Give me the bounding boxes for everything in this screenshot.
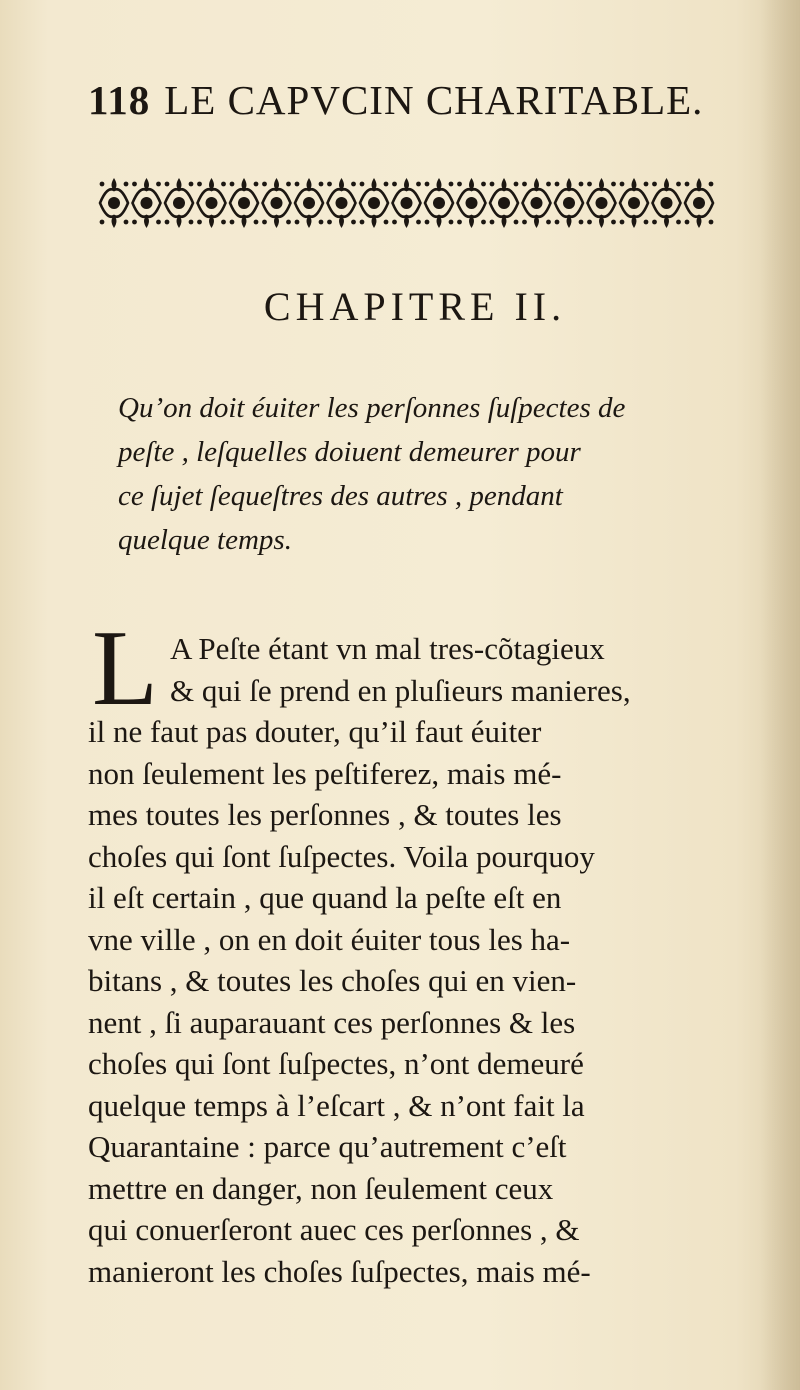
ornament-motif-icon (555, 178, 584, 228)
body-line: non ſeulement les peſtiferez, mais mé- (88, 755, 562, 791)
body-line: A Peſte étant vn mal tres-cõtagieux (170, 631, 605, 666)
running-header (88, 76, 728, 132)
ornament-motif-icon (620, 178, 649, 228)
body-line: Quarantaine : parce qu’autrement c’eſt (88, 1129, 567, 1164)
ornament-band-icon (98, 174, 718, 232)
ornament-motif-icon (685, 178, 714, 228)
page-fold-shadow (760, 0, 800, 1390)
ornament-motif-icon (652, 178, 681, 228)
ornament-motif-icon (165, 178, 194, 228)
ornament-motif-icon (230, 178, 259, 228)
chapter-summary (118, 386, 738, 562)
running-title: LE CAPVCIN CHARITABLE. (164, 77, 704, 123)
summary-line: peſte , leſquelles doiuent demeurer pour (118, 436, 581, 468)
body-line: choſes qui ſont ſuſpectes, n’ont demeuré (88, 1046, 584, 1081)
page-number: 118 (88, 77, 151, 123)
ornament-motif-icon (360, 178, 389, 228)
body-line: il eſt certain , que quand la peſte eſt en (88, 880, 562, 915)
body-line: nent , ſi auparauant ces perſonnes & les (88, 1004, 576, 1040)
body-paragraph (88, 609, 748, 1292)
body-line: manieront les choſes ſuſpectes, mais mé- (88, 1253, 591, 1289)
ornament-motif-icon (425, 178, 454, 228)
ornament-motif-icon (392, 178, 421, 228)
body-line: choſes qui ſont ſuſpectes. Voila pourquoy (88, 838, 595, 874)
ornament-motif-icon (100, 178, 129, 228)
ornament-motif-icon (327, 178, 356, 228)
summary-line: quelque temps. (118, 524, 292, 556)
drop-cap: L (92, 609, 158, 728)
body-line: mettre en danger, non ſeulement ceux (88, 1170, 554, 1206)
body-line: qui conuerſeront auec ces perſonnes , & (88, 1212, 580, 1247)
ornament-motif-icon (490, 178, 519, 228)
ornament-motif-icon (457, 178, 486, 228)
ornament-motif-icon (295, 178, 324, 228)
body-line: mes toutes les perſonnes , & toutes les (88, 797, 562, 832)
ornament-motif-icon (522, 178, 551, 228)
summary-line: ce ſujet ſequeſtres des autres , pendant (118, 480, 563, 512)
body-line: bitans , & toutes les choſes qui en vien- (88, 963, 577, 998)
body-line: il ne faut pas douter, qu’il faut éuiter (88, 714, 542, 749)
ornament-motif-icon (262, 178, 291, 228)
body-line: & qui ſe prend en pluſieurs manieres, (170, 672, 631, 708)
ornament-motif-icon (197, 178, 226, 228)
ornament-motif-icon (587, 178, 616, 228)
ornament-motif-icon (132, 178, 161, 228)
body-line: vne ville , on en doit éuiter tous les ha- (88, 921, 571, 957)
body-line: quelque temps à l’eſcart , & n’ont fait la (88, 1087, 585, 1123)
summary-line: Qu’on doit éuiter les perſonnes ſuſpectes de (118, 392, 626, 424)
chapter-title: CHAPITRE II. (263, 284, 567, 329)
